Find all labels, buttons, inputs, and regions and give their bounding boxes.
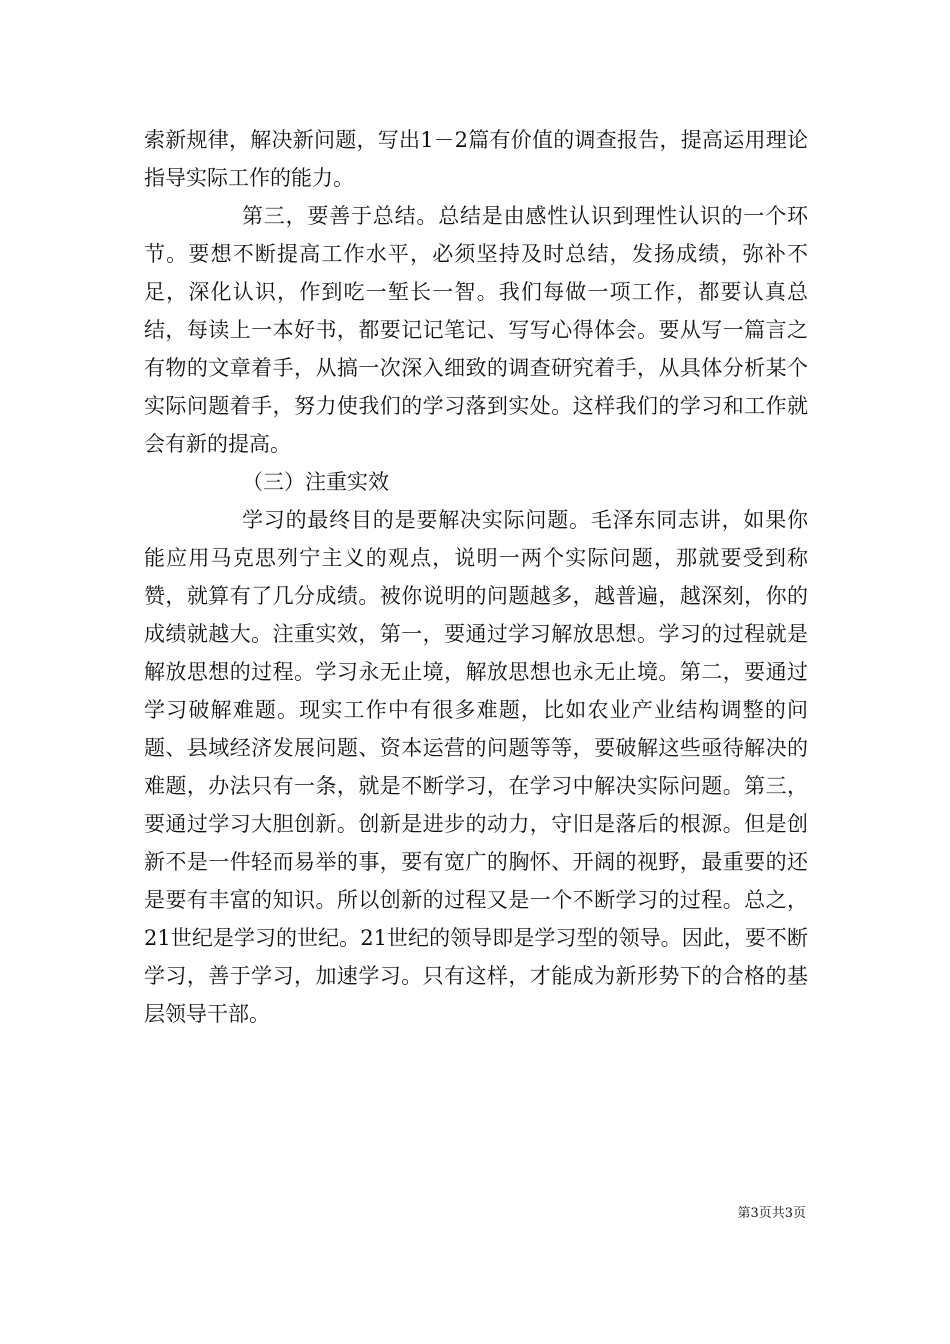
section-heading-practical-results: （三）注重实效 (242, 470, 389, 494)
page-number-footer: 第3页共3页 (737, 1206, 806, 1221)
document-body (144, 121, 808, 1033)
paragraph-continuation: 索新规律，解决新问题，写出1－2篇有价值的调查报告，提高运用理论指导实际工作的能力。 (144, 128, 808, 190)
paragraph-practical-results: 学习的最终目的是要解决实际问题。毛泽东同志讲，如果你能应用马克思列宁主义的观点，说明一两个实际问题，那就要受到称赞，就算有了几分成绩。被你说明的问题越多，越普遍，越深刻，你的成绩就越大。注重实效，第一，要通过学习解放思想。学习的过程就是解放思想的过程。学习永无止境，解放思想也永无止境。第二，要通过学习破解难题。现实工作中有很多难题，比如农业产业结构调整的问题、县域经济发展问题、资本运营的问题等等，要破解这些亟待解决的难题，办法只有一条，就是不断学习，在学习中解决实际问题。第三，要通过学习大胆创新。创新是进步的动力，守旧是落后的根源。但是创新不是一件轻而易举的事，要有宽广的胸怀、开阔的视野，最重要的还是要有丰富的知识。所以创新的过程又是一个不断学习的过程。总之，21世纪是学习的世纪。21世纪的领导即是学习型的领导。因此，要不断学习，善于学习，加速学习。只有这样，才能成为新形势下的合格的基层领导干部。 (144, 508, 808, 1026)
paragraph-summarize: 第三，要善于总结。总结是由感性认识到理性认识的一个环节。要想不断提高工作水平，必须坚持及时总结，发扬成绩，弥补不足，深化认识，作到吃一堑长一智。我们每做一项工作，都要认真总结，每读上一本好书，都要记记笔记、写写心得体会。要从写一篇言之有物的文章着手，从搞一次深入细致的调查研究着手，从具体分析某个实际问题着手，努力使我们的学习落到实处。这样我们的学习和工作就会有新的提高。 (144, 204, 808, 456)
